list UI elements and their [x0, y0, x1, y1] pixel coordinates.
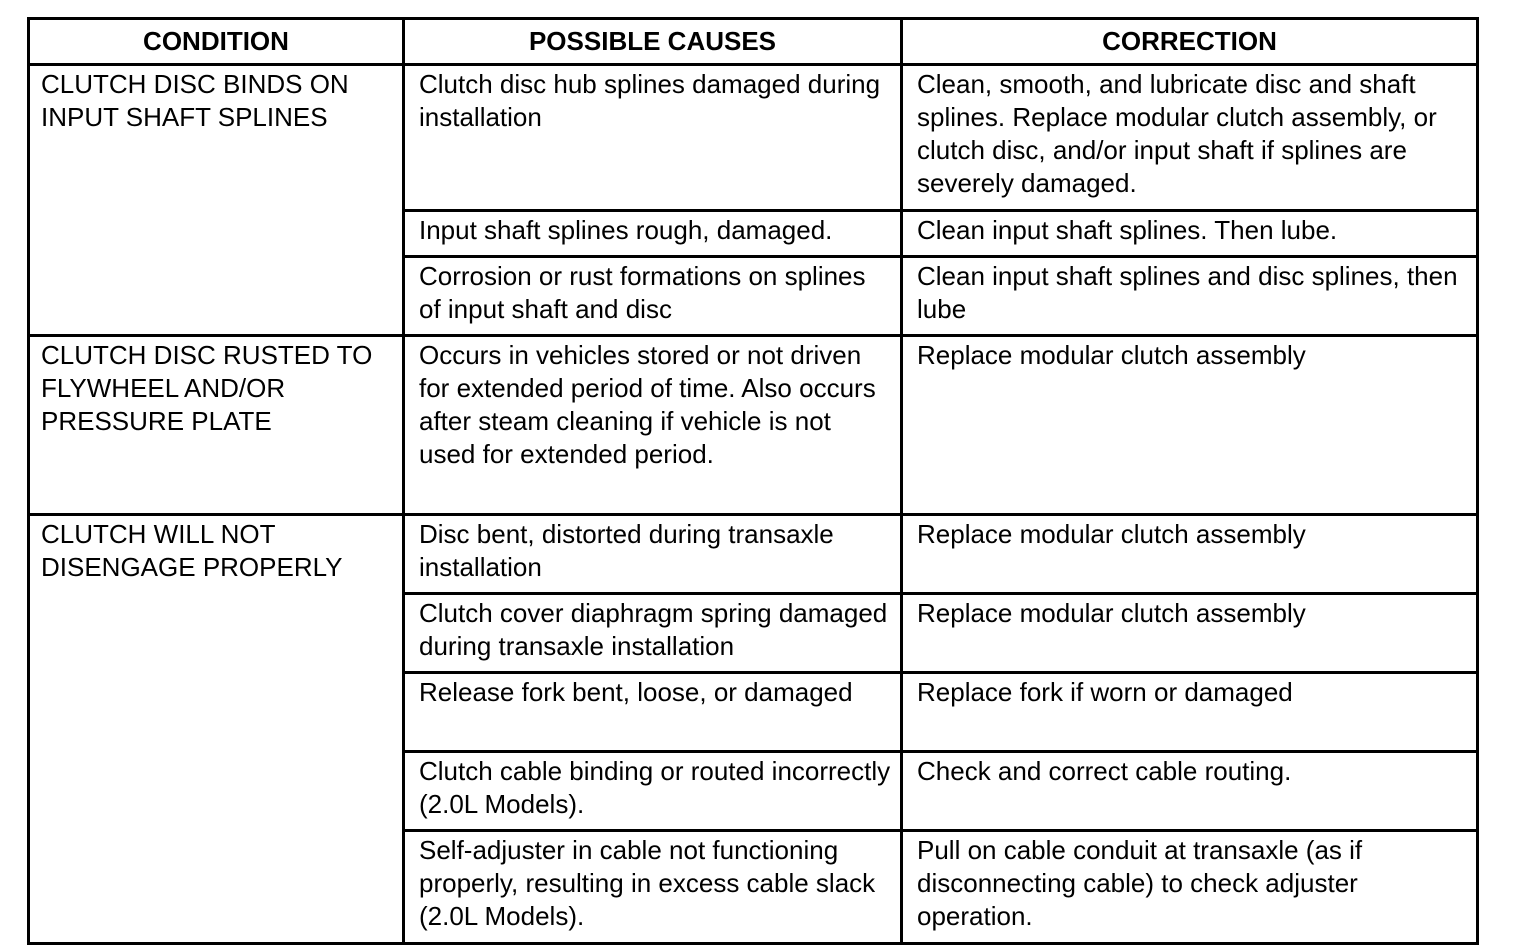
correction-cell: Pull on cable conduit at transaxle (as if disconnecting cable) to check adjuster operation. [902, 831, 1478, 944]
correction-cell: Replace modular clutch assembly [902, 594, 1478, 673]
cause-cell: Clutch cable binding or routed incorrectly (2.0L Models). [404, 752, 902, 831]
header-correction: CORRECTION [902, 19, 1478, 65]
correction-cell: Replace modular clutch assembly [902, 336, 1478, 515]
header-row [29, 19, 1478, 65]
cause-cell: Self-adjuster in cable not functioning properly, resulting in excess cable slack (2.0L Models). [404, 831, 902, 944]
table-row [29, 515, 1478, 594]
condition-cell: CLUTCH DISC BINDS ON INPUT SHAFT SPLINES [29, 65, 404, 336]
correction-cell: Replace modular clutch assembly [902, 515, 1478, 594]
correction-cell: Clean input shaft splines. Then lube. [902, 211, 1478, 257]
cause-cell: Input shaft splines rough, damaged. [404, 211, 902, 257]
correction-cell: Clean, smooth, and lubricate disc and shaft splines. Replace modular clutch assembly, or clutch disc, and/or input shaft if splines are severely damaged. [902, 65, 1478, 211]
cause-cell: Corrosion or rust formations on splines of input shaft and disc [404, 257, 902, 336]
cause-cell: Disc bent, distorted during transaxle installation [404, 515, 902, 594]
correction-cell: Clean input shaft splines and disc splines, then lube [902, 257, 1478, 336]
table-row [29, 336, 1478, 515]
cause-cell: Occurs in vehicles stored or not driven for extended period of time. Also occurs after steam cleaning if vehicle is not used for extended period. [404, 336, 902, 515]
header-possible-causes: POSSIBLE CAUSES [404, 19, 902, 65]
condition-cell: CLUTCH WILL NOT DISENGAGE PROPERLY [29, 515, 404, 944]
cause-cell: Release fork bent, loose, or damaged [404, 673, 902, 752]
cause-cell: Clutch cover diaphragm spring damaged during transaxle installation [404, 594, 902, 673]
diagnosis-table [27, 17, 1479, 945]
table-row [29, 65, 1478, 211]
header-condition: CONDITION [29, 19, 404, 65]
condition-cell: CLUTCH DISC RUSTED TO FLYWHEEL AND/OR PRESSURE PLATE [29, 336, 404, 515]
cause-cell: Clutch disc hub splines damaged during installation [404, 65, 902, 211]
correction-cell: Replace fork if worn or damaged [902, 673, 1478, 752]
correction-cell: Check and correct cable routing. [902, 752, 1478, 831]
